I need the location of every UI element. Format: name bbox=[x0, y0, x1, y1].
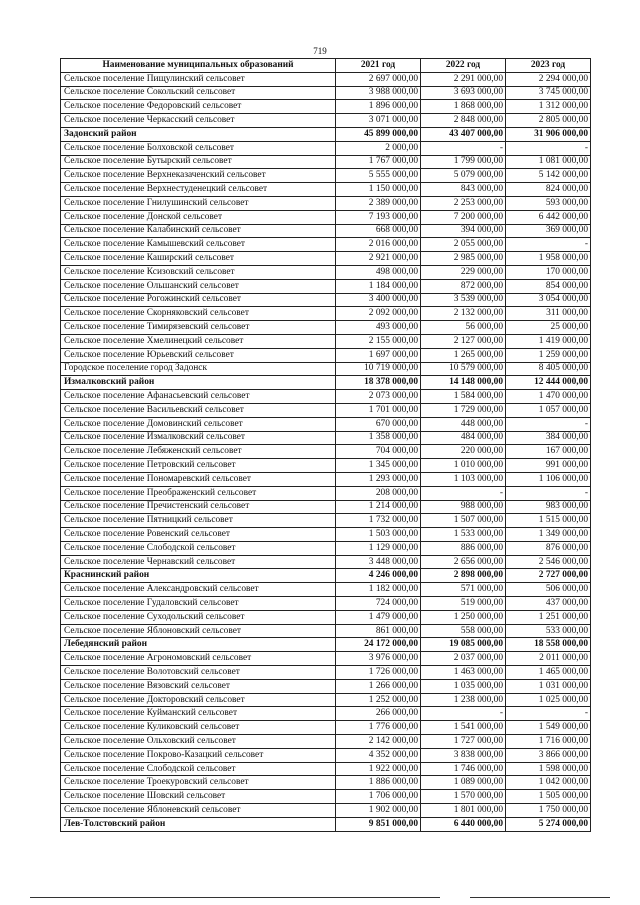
value-2022-cell: 3 539 000,00 bbox=[421, 293, 506, 307]
table-row bbox=[61, 238, 591, 252]
value-2023-cell: 1 470 000,00 bbox=[506, 390, 591, 404]
value-2022-cell: 1 541 000,00 bbox=[421, 721, 506, 735]
value-2022-cell: 1 533 000,00 bbox=[421, 528, 506, 542]
value-2021-cell: 4 352 000,00 bbox=[336, 748, 421, 762]
municipality-cell: Сельское поселение Докторовский сельсовет bbox=[61, 693, 336, 707]
value-2021-cell: 1 345 000,00 bbox=[336, 459, 421, 473]
value-2022-cell: 988 000,00 bbox=[421, 500, 506, 514]
value-2021-cell: 724 000,00 bbox=[336, 597, 421, 611]
value-2021-cell: 1 902 000,00 bbox=[336, 804, 421, 818]
table-row bbox=[61, 652, 591, 666]
table-row bbox=[61, 362, 591, 376]
municipality-cell: Сельское поселение Измалковский сельсовет bbox=[61, 431, 336, 445]
value-2021-cell: 1 767 000,00 bbox=[336, 155, 421, 169]
table-row bbox=[61, 417, 591, 431]
table-row bbox=[61, 252, 591, 266]
table-row bbox=[61, 334, 591, 348]
value-2021-cell: 2 092 000,00 bbox=[336, 307, 421, 321]
table-row bbox=[61, 707, 591, 721]
municipality-cell: Сельское поселение Яблоновский сельсовет bbox=[61, 624, 336, 638]
municipality-cell: Лебедянский район bbox=[61, 638, 336, 652]
value-2023-cell: 1 750 000,00 bbox=[506, 804, 591, 818]
value-2021-cell: 1 479 000,00 bbox=[336, 610, 421, 624]
table-row bbox=[61, 624, 591, 638]
value-2023-cell: 18 558 000,00 bbox=[506, 638, 591, 652]
table-row bbox=[61, 541, 591, 555]
municipality-cell: Сельское поселение Петровский сельсовет bbox=[61, 459, 336, 473]
value-2023-cell: 1 057 000,00 bbox=[506, 403, 591, 417]
value-2022-cell: 1 746 000,00 bbox=[421, 762, 506, 776]
municipality-cell: Сельское поселение Лебяженский сельсовет bbox=[61, 445, 336, 459]
table-body bbox=[61, 72, 591, 831]
value-2021-cell: 704 000,00 bbox=[336, 445, 421, 459]
value-2023-cell: 2 727 000,00 bbox=[506, 569, 591, 583]
value-2023-cell: 983 000,00 bbox=[506, 500, 591, 514]
table-row bbox=[61, 666, 591, 680]
value-2022-cell: 1 584 000,00 bbox=[421, 390, 506, 404]
municipality-cell: Сельское поселение Юрьевский сельсовет bbox=[61, 348, 336, 362]
value-2022-cell: - bbox=[421, 141, 506, 155]
bottom-rule-right bbox=[470, 897, 610, 898]
municipality-cell: Сельское поселение Яблоневский сельсовет bbox=[61, 804, 336, 818]
value-2021-cell: 3 448 000,00 bbox=[336, 555, 421, 569]
value-2022-cell: 2 127 000,00 bbox=[421, 334, 506, 348]
value-2021-cell: 3 988 000,00 bbox=[336, 86, 421, 100]
value-2023-cell: 824 000,00 bbox=[506, 183, 591, 197]
municipality-cell: Сельское поселение Сокольский сельсовет bbox=[61, 86, 336, 100]
municipality-cell: Сельское поселение Гнилушинский сельсовет bbox=[61, 196, 336, 210]
table-row bbox=[61, 459, 591, 473]
header-2023: 2023 год bbox=[506, 59, 591, 73]
value-2022-cell: 1 729 000,00 bbox=[421, 403, 506, 417]
table-row bbox=[61, 100, 591, 114]
value-2023-cell: 2 805 000,00 bbox=[506, 114, 591, 128]
value-2021-cell: 1 726 000,00 bbox=[336, 666, 421, 680]
table-row bbox=[61, 169, 591, 183]
municipality-cell: Сельское поселение Домовинский сельсовет bbox=[61, 417, 336, 431]
value-2021-cell: 2 000,00 bbox=[336, 141, 421, 155]
value-2021-cell: 1 701 000,00 bbox=[336, 403, 421, 417]
municipality-cell: Сельское поселение Куйманский сельсовет bbox=[61, 707, 336, 721]
table-row bbox=[61, 555, 591, 569]
value-2021-cell: 1 182 000,00 bbox=[336, 583, 421, 597]
table-row bbox=[61, 348, 591, 362]
value-2022-cell: 1 265 000,00 bbox=[421, 348, 506, 362]
table-row bbox=[61, 486, 591, 500]
header-2021: 2021 год bbox=[336, 59, 421, 73]
value-2022-cell: 2 848 000,00 bbox=[421, 114, 506, 128]
municipality-cell: Сельское поселение Слободской сельсовет bbox=[61, 541, 336, 555]
value-2021-cell: 1 922 000,00 bbox=[336, 762, 421, 776]
municipality-cell: Сельское поселение Федоровский сельсовет bbox=[61, 100, 336, 114]
value-2022-cell: 10 579 000,00 bbox=[421, 362, 506, 376]
value-2023-cell: 369 000,00 bbox=[506, 224, 591, 238]
value-2023-cell: 25 000,00 bbox=[506, 321, 591, 335]
bottom-rule bbox=[30, 897, 440, 898]
value-2023-cell: 1 042 000,00 bbox=[506, 776, 591, 790]
table-row bbox=[61, 735, 591, 749]
value-2022-cell: - bbox=[421, 486, 506, 500]
value-2021-cell: 498 000,00 bbox=[336, 265, 421, 279]
table-row bbox=[61, 528, 591, 542]
value-2023-cell: 2 546 000,00 bbox=[506, 555, 591, 569]
budget-table bbox=[60, 58, 591, 832]
table-row bbox=[61, 210, 591, 224]
value-2021-cell: 1 776 000,00 bbox=[336, 721, 421, 735]
value-2023-cell: 3 054 000,00 bbox=[506, 293, 591, 307]
value-2023-cell: 12 444 000,00 bbox=[506, 376, 591, 390]
municipality-cell: Сельское поселение Чернавский сельсовет bbox=[61, 555, 336, 569]
value-2023-cell: - bbox=[506, 141, 591, 155]
value-2022-cell: 1 727 000,00 bbox=[421, 735, 506, 749]
table-row bbox=[61, 693, 591, 707]
value-2023-cell: 1 312 000,00 bbox=[506, 100, 591, 114]
table-row bbox=[61, 514, 591, 528]
table-row bbox=[61, 748, 591, 762]
table-row bbox=[61, 583, 591, 597]
value-2022-cell: 1 799 000,00 bbox=[421, 155, 506, 169]
value-2023-cell: 3 745 000,00 bbox=[506, 86, 591, 100]
table-row bbox=[61, 804, 591, 818]
table-row bbox=[61, 265, 591, 279]
table-row bbox=[61, 403, 591, 417]
value-2022-cell: 394 000,00 bbox=[421, 224, 506, 238]
value-2023-cell: 5 274 000,00 bbox=[506, 817, 591, 831]
value-2023-cell: 1 505 000,00 bbox=[506, 790, 591, 804]
municipality-cell: Сельское поселение Каширский сельсовет bbox=[61, 252, 336, 266]
value-2021-cell: 24 172 000,00 bbox=[336, 638, 421, 652]
municipality-cell: Краснинский район bbox=[61, 569, 336, 583]
value-2023-cell: 593 000,00 bbox=[506, 196, 591, 210]
district-row bbox=[61, 127, 591, 141]
table-row bbox=[61, 141, 591, 155]
value-2023-cell: 384 000,00 bbox=[506, 431, 591, 445]
value-2023-cell: 876 000,00 bbox=[506, 541, 591, 555]
value-2022-cell: 43 407 000,00 bbox=[421, 127, 506, 141]
value-2021-cell: 2 016 000,00 bbox=[336, 238, 421, 252]
value-2021-cell: 2 389 000,00 bbox=[336, 196, 421, 210]
value-2021-cell: 1 214 000,00 bbox=[336, 500, 421, 514]
value-2023-cell: - bbox=[506, 238, 591, 252]
table-row bbox=[61, 72, 591, 86]
value-2021-cell: 1 293 000,00 bbox=[336, 472, 421, 486]
district-row bbox=[61, 569, 591, 583]
value-2023-cell: 437 000,00 bbox=[506, 597, 591, 611]
value-2022-cell: 843 000,00 bbox=[421, 183, 506, 197]
table-row bbox=[61, 196, 591, 210]
table-row bbox=[61, 445, 591, 459]
municipality-cell: Сельское поселение Хмелинецкий сельсовет bbox=[61, 334, 336, 348]
table-row bbox=[61, 776, 591, 790]
value-2022-cell: 2 656 000,00 bbox=[421, 555, 506, 569]
table-row bbox=[61, 224, 591, 238]
municipality-cell: Сельское поселение Бутырский сельсовет bbox=[61, 155, 336, 169]
value-2022-cell: 2 055 000,00 bbox=[421, 238, 506, 252]
value-2021-cell: 1 184 000,00 bbox=[336, 279, 421, 293]
value-2023-cell: - bbox=[506, 417, 591, 431]
value-2021-cell: 3 071 000,00 bbox=[336, 114, 421, 128]
value-2022-cell: 558 000,00 bbox=[421, 624, 506, 638]
municipality-cell: Сельское поселение Покрово-Казацкий сельсовет bbox=[61, 748, 336, 762]
value-2021-cell: 1 252 000,00 bbox=[336, 693, 421, 707]
value-2021-cell: 1 358 000,00 bbox=[336, 431, 421, 445]
municipality-cell: Сельское поселение Рогожинский сельсовет bbox=[61, 293, 336, 307]
value-2021-cell: 18 378 000,00 bbox=[336, 376, 421, 390]
value-2022-cell: 886 000,00 bbox=[421, 541, 506, 555]
value-2022-cell: 14 148 000,00 bbox=[421, 376, 506, 390]
municipality-cell: Сельское поселение Болховской сельсовет bbox=[61, 141, 336, 155]
value-2022-cell: 3 838 000,00 bbox=[421, 748, 506, 762]
district-row bbox=[61, 376, 591, 390]
municipality-cell: Сельское поселение Васильевский сельсовет bbox=[61, 403, 336, 417]
value-2022-cell: 1 035 000,00 bbox=[421, 679, 506, 693]
municipality-cell: Сельское поселение Донской сельсовет bbox=[61, 210, 336, 224]
municipality-cell: Сельское поселение Пречистенский сельсовет bbox=[61, 500, 336, 514]
district-row bbox=[61, 638, 591, 652]
municipality-cell: Сельское поселение Верхнестуденецкий сельсовет bbox=[61, 183, 336, 197]
value-2021-cell: 668 000,00 bbox=[336, 224, 421, 238]
municipality-cell: Сельское поселение Верхнеказаченский сельсовет bbox=[61, 169, 336, 183]
municipality-cell: Сельское поселение Тимирязевский сельсовет bbox=[61, 321, 336, 335]
value-2022-cell: - bbox=[421, 707, 506, 721]
value-2023-cell: 8 405 000,00 bbox=[506, 362, 591, 376]
table-row bbox=[61, 597, 591, 611]
table-row bbox=[61, 790, 591, 804]
value-2021-cell: 3 976 000,00 bbox=[336, 652, 421, 666]
value-2022-cell: 6 440 000,00 bbox=[421, 817, 506, 831]
value-2021-cell: 1 706 000,00 bbox=[336, 790, 421, 804]
municipality-cell: Сельское поселение Ксизовский сельсовет bbox=[61, 265, 336, 279]
value-2021-cell: 670 000,00 bbox=[336, 417, 421, 431]
value-2023-cell: 854 000,00 bbox=[506, 279, 591, 293]
value-2022-cell: 1 103 000,00 bbox=[421, 472, 506, 486]
value-2022-cell: 1 868 000,00 bbox=[421, 100, 506, 114]
table-row bbox=[61, 721, 591, 735]
value-2021-cell: 1 896 000,00 bbox=[336, 100, 421, 114]
municipality-cell: Сельское поселение Камышевский сельсовет bbox=[61, 238, 336, 252]
municipality-cell: Сельское поселение Ольшанский сельсовет bbox=[61, 279, 336, 293]
municipality-cell: Сельское поселение Скорняковский сельсовет bbox=[61, 307, 336, 321]
value-2022-cell: 872 000,00 bbox=[421, 279, 506, 293]
table-row bbox=[61, 307, 591, 321]
value-2021-cell: 2 073 000,00 bbox=[336, 390, 421, 404]
value-2022-cell: 2 037 000,00 bbox=[421, 652, 506, 666]
value-2022-cell: 229 000,00 bbox=[421, 265, 506, 279]
value-2022-cell: 2 985 000,00 bbox=[421, 252, 506, 266]
value-2022-cell: 7 200 000,00 bbox=[421, 210, 506, 224]
value-2022-cell: 2 291 000,00 bbox=[421, 72, 506, 86]
value-2022-cell: 56 000,00 bbox=[421, 321, 506, 335]
value-2021-cell: 1 503 000,00 bbox=[336, 528, 421, 542]
value-2023-cell: 170 000,00 bbox=[506, 265, 591, 279]
value-2021-cell: 1 886 000,00 bbox=[336, 776, 421, 790]
table-header-row bbox=[61, 59, 591, 73]
value-2022-cell: 220 000,00 bbox=[421, 445, 506, 459]
value-2021-cell: 1 266 000,00 bbox=[336, 679, 421, 693]
table-row bbox=[61, 390, 591, 404]
value-2023-cell: 991 000,00 bbox=[506, 459, 591, 473]
value-2023-cell: 31 906 000,00 bbox=[506, 127, 591, 141]
value-2023-cell: 1 025 000,00 bbox=[506, 693, 591, 707]
value-2022-cell: 2 132 000,00 bbox=[421, 307, 506, 321]
value-2021-cell: 1 129 000,00 bbox=[336, 541, 421, 555]
table-row bbox=[61, 114, 591, 128]
municipality-cell: Сельское поселение Пятницкий сельсовет bbox=[61, 514, 336, 528]
value-2022-cell: 1 801 000,00 bbox=[421, 804, 506, 818]
value-2023-cell: 1 549 000,00 bbox=[506, 721, 591, 735]
value-2023-cell: 1 349 000,00 bbox=[506, 528, 591, 542]
municipality-cell: Городское поселение город Задонск bbox=[61, 362, 336, 376]
value-2022-cell: 1 507 000,00 bbox=[421, 514, 506, 528]
value-2023-cell: 311 000,00 bbox=[506, 307, 591, 321]
value-2021-cell: 3 400 000,00 bbox=[336, 293, 421, 307]
table-row bbox=[61, 86, 591, 100]
value-2023-cell: 1 081 000,00 bbox=[506, 155, 591, 169]
value-2022-cell: 2 253 000,00 bbox=[421, 196, 506, 210]
value-2023-cell: 506 000,00 bbox=[506, 583, 591, 597]
municipality-cell: Сельское поселение Суходольский сельсовет bbox=[61, 610, 336, 624]
table-row bbox=[61, 762, 591, 776]
municipality-cell: Сельское поселение Троекуровский сельсовет bbox=[61, 776, 336, 790]
table-row bbox=[61, 500, 591, 514]
municipality-cell: Сельское поселение Черкасский сельсовет bbox=[61, 114, 336, 128]
value-2021-cell: 4 246 000,00 bbox=[336, 569, 421, 583]
value-2023-cell: 167 000,00 bbox=[506, 445, 591, 459]
page-number: 719 bbox=[313, 46, 327, 56]
value-2022-cell: 484 000,00 bbox=[421, 431, 506, 445]
value-2021-cell: 493 000,00 bbox=[336, 321, 421, 335]
header-municipality: Наименование муниципальных образований bbox=[61, 59, 336, 73]
table-row bbox=[61, 472, 591, 486]
value-2021-cell: 1 697 000,00 bbox=[336, 348, 421, 362]
municipality-cell: Сельское поселение Пищулинский сельсовет bbox=[61, 72, 336, 86]
value-2022-cell: 1 570 000,00 bbox=[421, 790, 506, 804]
value-2022-cell: 1 010 000,00 bbox=[421, 459, 506, 473]
value-2022-cell: 1 238 000,00 bbox=[421, 693, 506, 707]
value-2021-cell: 1 150 000,00 bbox=[336, 183, 421, 197]
value-2022-cell: 19 085 000,00 bbox=[421, 638, 506, 652]
value-2023-cell: 3 866 000,00 bbox=[506, 748, 591, 762]
value-2022-cell: 5 079 000,00 bbox=[421, 169, 506, 183]
table-row bbox=[61, 155, 591, 169]
value-2023-cell: 1 031 000,00 bbox=[506, 679, 591, 693]
municipality-cell: Задонский район bbox=[61, 127, 336, 141]
value-2021-cell: 5 555 000,00 bbox=[336, 169, 421, 183]
header-2022: 2022 год bbox=[421, 59, 506, 73]
municipality-cell: Сельское поселение Ольховский сельсовет bbox=[61, 735, 336, 749]
table-row bbox=[61, 279, 591, 293]
value-2022-cell: 519 000,00 bbox=[421, 597, 506, 611]
municipality-cell: Сельское поселение Александровский сельсовет bbox=[61, 583, 336, 597]
district-row bbox=[61, 817, 591, 831]
value-2022-cell: 1 089 000,00 bbox=[421, 776, 506, 790]
value-2023-cell: 1 465 000,00 bbox=[506, 666, 591, 680]
value-2023-cell: 1 515 000,00 bbox=[506, 514, 591, 528]
municipality-cell: Сельское поселение Калабинский сельсовет bbox=[61, 224, 336, 238]
value-2023-cell: 5 142 000,00 bbox=[506, 169, 591, 183]
value-2021-cell: 861 000,00 bbox=[336, 624, 421, 638]
value-2022-cell: 1 250 000,00 bbox=[421, 610, 506, 624]
value-2023-cell: 6 442 000,00 bbox=[506, 210, 591, 224]
value-2023-cell: 1 598 000,00 bbox=[506, 762, 591, 776]
value-2021-cell: 208 000,00 bbox=[336, 486, 421, 500]
value-2022-cell: 571 000,00 bbox=[421, 583, 506, 597]
municipality-cell: Сельское поселение Вязовский сельсовет bbox=[61, 679, 336, 693]
value-2022-cell: 1 463 000,00 bbox=[421, 666, 506, 680]
value-2021-cell: 45 899 000,00 bbox=[336, 127, 421, 141]
value-2023-cell: 1 106 000,00 bbox=[506, 472, 591, 486]
value-2023-cell: 533 000,00 bbox=[506, 624, 591, 638]
municipality-cell: Сельское поселение Слободской сельсовет bbox=[61, 762, 336, 776]
value-2021-cell: 7 193 000,00 bbox=[336, 210, 421, 224]
value-2023-cell: 1 419 000,00 bbox=[506, 334, 591, 348]
municipality-cell: Сельское поселение Афанасьевский сельсовет bbox=[61, 390, 336, 404]
municipality-cell: Сельское поселение Преображенский сельсовет bbox=[61, 486, 336, 500]
value-2021-cell: 266 000,00 bbox=[336, 707, 421, 721]
value-2021-cell: 1 732 000,00 bbox=[336, 514, 421, 528]
value-2022-cell: 2 898 000,00 bbox=[421, 569, 506, 583]
value-2021-cell: 2 142 000,00 bbox=[336, 735, 421, 749]
municipality-cell: Сельское поселение Куликовский сельсовет bbox=[61, 721, 336, 735]
value-2023-cell: - bbox=[506, 486, 591, 500]
value-2021-cell: 2 921 000,00 bbox=[336, 252, 421, 266]
municipality-cell: Сельское поселение Гудаловский сельсовет bbox=[61, 597, 336, 611]
table-row bbox=[61, 679, 591, 693]
value-2023-cell: - bbox=[506, 707, 591, 721]
value-2023-cell: 2 294 000,00 bbox=[506, 72, 591, 86]
municipality-cell: Сельское поселение Ровенский сельсовет bbox=[61, 528, 336, 542]
value-2021-cell: 2 697 000,00 bbox=[336, 72, 421, 86]
municipality-cell: Сельское поселение Волотовский сельсовет bbox=[61, 666, 336, 680]
value-2023-cell: 1 958 000,00 bbox=[506, 252, 591, 266]
table-row bbox=[61, 183, 591, 197]
value-2021-cell: 10 719 000,00 bbox=[336, 362, 421, 376]
value-2023-cell: 2 011 000,00 bbox=[506, 652, 591, 666]
municipality-cell: Сельское поселение Агрономовский сельсовет bbox=[61, 652, 336, 666]
municipality-cell: Сельское поселение Пономаревский сельсовет bbox=[61, 472, 336, 486]
value-2022-cell: 3 693 000,00 bbox=[421, 86, 506, 100]
table-row bbox=[61, 431, 591, 445]
table-row bbox=[61, 610, 591, 624]
value-2021-cell: 2 155 000,00 bbox=[336, 334, 421, 348]
value-2022-cell: 448 000,00 bbox=[421, 417, 506, 431]
table-row bbox=[61, 293, 591, 307]
table-row bbox=[61, 321, 591, 335]
value-2023-cell: 1 716 000,00 bbox=[506, 735, 591, 749]
value-2023-cell: 1 251 000,00 bbox=[506, 610, 591, 624]
value-2021-cell: 9 851 000,00 bbox=[336, 817, 421, 831]
municipality-cell: Сельское поселение Шовский сельсовет bbox=[61, 790, 336, 804]
value-2023-cell: 1 259 000,00 bbox=[506, 348, 591, 362]
municipality-cell: Измалковский район bbox=[61, 376, 336, 390]
municipality-cell: Лев-Толстовский район bbox=[61, 817, 336, 831]
